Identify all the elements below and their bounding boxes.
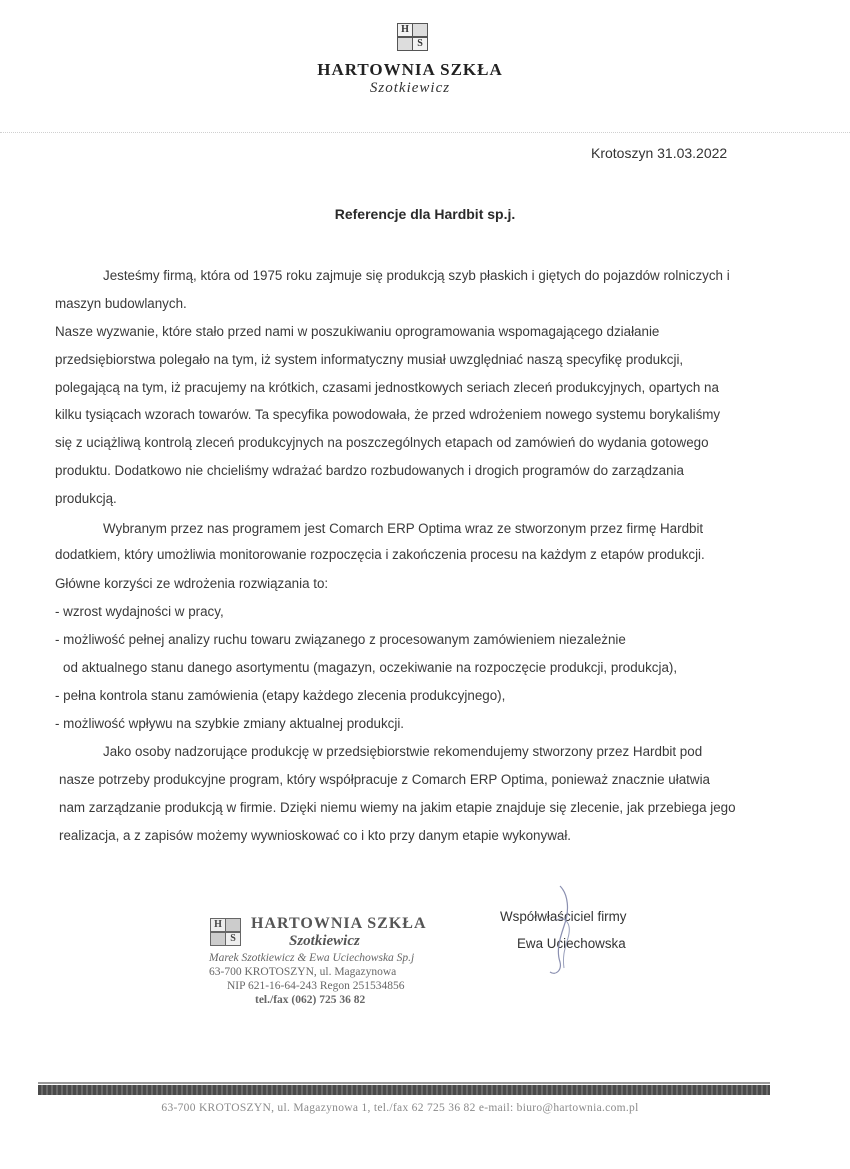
- body-line: dodatkiem, który umożliwia monitorowanie rozpoczęcia i zakończenia procesu na każdym z etapów produkcji.: [55, 547, 705, 562]
- stamp-subtitle: Szotkiewicz: [289, 933, 360, 949]
- handwritten-signature: [538, 880, 588, 980]
- footer-rule: [38, 1085, 770, 1095]
- body-line: Nasze wyzwanie, które stało przed nami w poszukiwaniu oprogramowania wspomagającego działanie: [55, 324, 660, 339]
- body-line: Wybranym przez nas programem jest Comarch ERP Optima wraz ze stworzonym przez firmę Hardbit: [103, 521, 704, 536]
- body-line: produkcją.: [55, 491, 117, 506]
- logo-block: [397, 37, 413, 51]
- stamp-logo: [209, 917, 245, 949]
- stamp-owners: Marek Szotkiewicz & Ewa Uciechowska Sp.j: [209, 952, 415, 964]
- body-line: się z uciążliwą kontrolą zleceń produkcyjnych na poszczególnych etapach od zamówień do wydania gotowego: [55, 435, 709, 450]
- benefit-item: - wzrost wydajności w pracy,: [55, 604, 224, 619]
- body-line: przedsiębiorstwa polegało na tym, iż system informatyczny musiał uwzględniać naszą specyfikę produkcji,: [55, 352, 684, 367]
- logo-block: [412, 23, 428, 37]
- footer-address: 63-700 KROTOSZYN, ul. Magazynowa 1, tel./fax 62 725 36 82 e-mail: biuro@hartownia.com.pl: [161, 1102, 639, 1114]
- body-line: maszyn budowlanych.: [55, 296, 187, 311]
- body-line: kilku tysiącach wzorach towarów. Ta specyfika powodowała, że przed wdrożeniem nowego systemu borykaliśmy: [55, 407, 721, 422]
- benefit-item: - możliwość pełnej analizy ruchu towaru związanego z procesowanym zamówieniem niezależnie: [55, 632, 626, 647]
- stamp-address: 63-700 KROTOSZYN, ul. Magazynowa: [209, 966, 397, 978]
- stamp-phone: tel./fax (062) 725 36 82: [255, 994, 366, 1006]
- letterhead-subtitle: Szotkiewicz: [369, 80, 451, 96]
- body-line: nasze potrzeby produkcyjne program, który współpracuje z Comarch ERP Optima, ponieważ znacznie ułatwia: [59, 772, 710, 787]
- body-line: produktu. Dodatkowo nie chcieliśmy wdrażać bardzo rozbudowanych i drogich programów do zarządzania: [55, 463, 684, 478]
- header-divider: [0, 132, 850, 133]
- body-line: Jako osoby nadzorujące produkcję w przedsiębiorstwie rekomendujemy stworzony przez Hardbit pod: [103, 744, 703, 759]
- benefit-item-continued: od aktualnego stanu danego asortymentu (magazyn, oczekiwanie na rozpoczęcie produkcji, produkcja),: [63, 660, 678, 675]
- logo-letter-h: H: [397, 23, 413, 37]
- signature-role: Współwłaściciel firmy: [500, 909, 627, 924]
- stamp-title: HARTOWNIA SZKŁA: [251, 915, 427, 932]
- stamp-ids: NIP 621-16-64-243 Regon 251534856: [227, 980, 405, 992]
- body-line: Jesteśmy firmą, która od 1975 roku zajmuje się produkcją szyb płaskich i giętych do pojazdów rolniczych i: [103, 268, 730, 283]
- body-line: nam zarządzanie produkcją w firmie. Dzięki niemu wiemy na jakim etapie znajduje się zlecenie, jak przebiega jego: [59, 800, 736, 815]
- stamp-logo-letter-s: S: [225, 932, 241, 946]
- stamp-logo-letter-h: H: [210, 918, 226, 932]
- signature-name: Ewa Uciechowska: [517, 936, 626, 951]
- letterhead-company: HARTOWNIA SZKŁA: [317, 60, 503, 79]
- benefit-item: - możliwość wpływu na szybkie zmiany aktualnej produkcji.: [55, 716, 405, 731]
- body-line: polegającą na tym, iż pracujemy na krótkich, czasami jednostkowych seriach zleceń produkcyjnych, opartych na: [55, 380, 719, 395]
- benefit-item: - pełna kontrola stanu zamówienia (etapy każdego zlecenia produkcyjnego),: [55, 688, 506, 703]
- footer-rule-top: [38, 1082, 770, 1084]
- letterhead-logo: [395, 22, 429, 52]
- stamp-logo-block: [210, 932, 226, 946]
- letter-date: Krotoszyn 31.03.2022: [591, 145, 728, 161]
- company-stamp: [205, 913, 445, 1013]
- stamp-logo-block: [225, 918, 241, 932]
- letter-subject: Referencje dla Hardbit sp.j.: [334, 206, 516, 222]
- body-line: Główne korzyści ze wdrożenia rozwiązania to:: [55, 576, 329, 591]
- body-line: realizacja, a z zapisów możemy wywnioskować co i kto przy danym etapie wykonywał.: [59, 828, 572, 843]
- logo-letter-s: S: [412, 37, 428, 51]
